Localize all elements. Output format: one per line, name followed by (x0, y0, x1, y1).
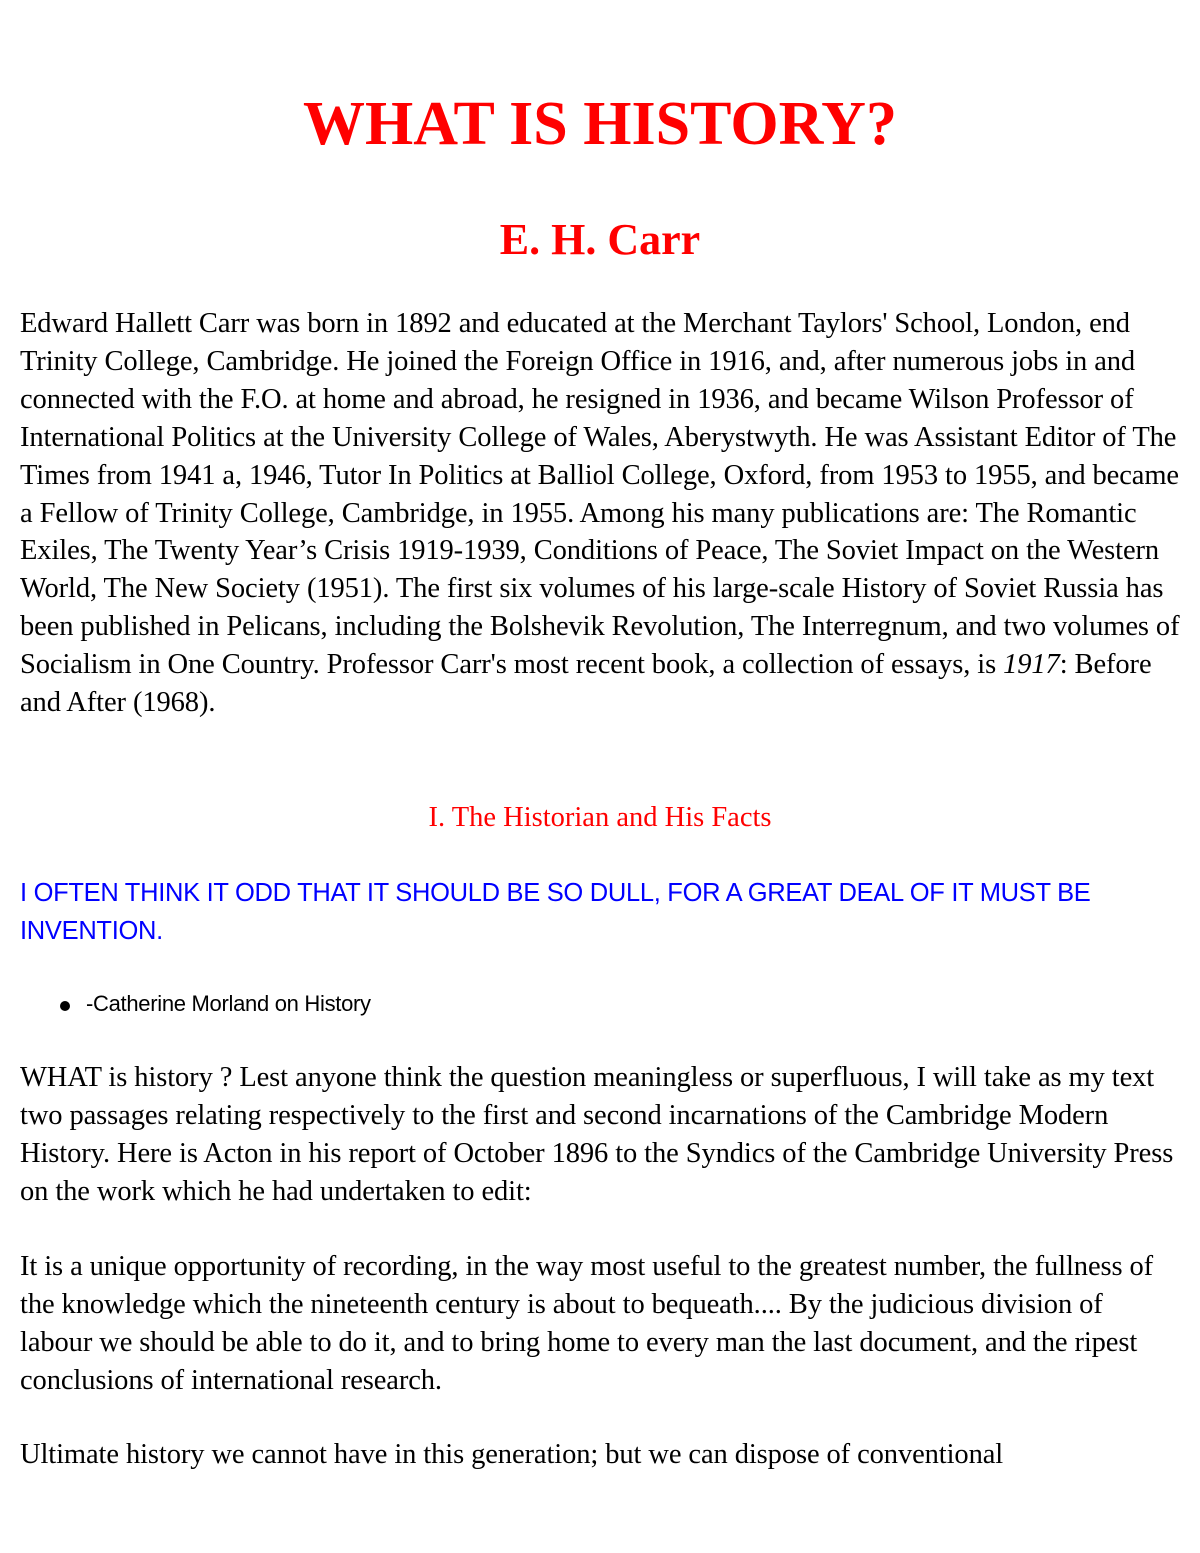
body-paragraph-what-is-history: WHAT is history ? Lest anyone think the question meaningless or superfluous, I will take as my text two passages relating respectively to the first and second incarnations of the Cambridge Modern History. Here is Acton in his report of October 1896 to the Syndics of the Cambridge University Press on the work which he had undertaken to edit: (20, 1062, 1174, 1207)
chapter-heading: I. The Historian and His Facts (428, 802, 772, 833)
bullet-icon (60, 1001, 70, 1011)
document-title: WHAT IS HISTORY? (303, 90, 897, 158)
bio-italic-title: 1917 (1003, 649, 1060, 681)
bio-text-end: : Before and After (1968). (20, 649, 1152, 719)
body-paragraph-ultimate-history: Ultimate history we cannot have in this generation; but we can dispose of conventional (20, 1439, 1004, 1470)
list-item (60, 986, 371, 1022)
bio-text: Edward Hallett Carr was born in 1892 and educated at the Merchant Taylors' School, London, end Trinity College, Cambridge. He joined the Foreign Office in 1916, and, after numerous jobs in and connected with the F.O. at home and abroad, he resigned in 1936, and became Wilson Professor of International Politics at the University College of Wales, Aberystwyth. He was Assistant Editor of The Times from 1941 a, 1946, Tutor In Politics at Balliol College, Oxford, from 1953 to 1955, and became a Fellow of Trinity College, Cambridge, in 1955. Among his many publications are: The Romantic Exiles, The Twenty Year’s Crisis 1919-1939, Conditions of Peace, The Soviet Impact on the Western World, The New Society (1951). The first six volumes of his large-scale History of Soviet Russia has been published in Pelicans, including the Bolshevik Revolution, The Interregnum, and two volumes of Socialism in One Country. Professor Carr's most recent book, a collection of essays, is (20, 308, 1180, 681)
author-name: E. H. Carr (499, 215, 701, 264)
epigraph-quote: I OFTEN THINK IT ODD THAT IT SHOULD BE SO DULL, FOR A GREAT DEAL OF IT MUST BE INVENTION. (20, 879, 1091, 945)
epigraph-attribution-list (60, 986, 371, 1022)
epigraph-attribution: -Catherine Morland on History (86, 991, 371, 1016)
author-bio-paragraph (20, 305, 1180, 722)
body-paragraph-acton-quote: It is a unique opportunity of recording, in the way most useful to the greatest number, the fullness of the knowledge which the nineteenth century is about to bequeath.... By the judicious division of labour we should be able to do it, and to bring home to every man the last document, and the ripest conclusions of international research. (20, 1251, 1154, 1396)
